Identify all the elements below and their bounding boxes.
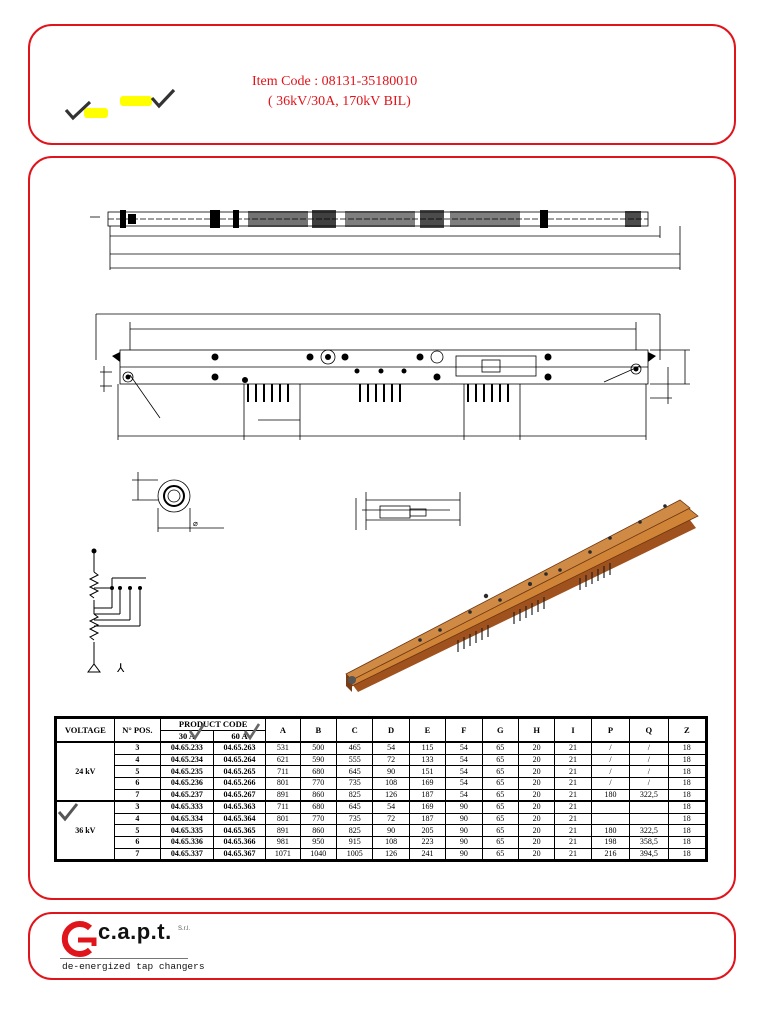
dimension-cell: 770	[300, 777, 336, 789]
header-dim-c: C	[337, 718, 373, 743]
table-row	[56, 848, 707, 861]
product-code-60-cell: 04.65.365	[213, 825, 266, 837]
dimension-cell: 65	[482, 777, 518, 789]
dimension-cell: 180	[591, 789, 629, 801]
product-code-60-cell: 04.65.267	[213, 789, 266, 801]
dimension-cell: 241	[409, 848, 445, 861]
dimension-cell: 65	[482, 813, 518, 825]
dimension-cell: 205	[409, 825, 445, 837]
dimension-cell: 90	[446, 825, 482, 837]
positions-cell: 4	[114, 813, 161, 825]
dimension-cell: 216	[591, 848, 629, 861]
positions-cell: 7	[114, 789, 161, 801]
dimension-cell: 133	[409, 754, 445, 766]
table-row	[56, 836, 707, 848]
dimension-cell: 187	[409, 789, 445, 801]
dimension-cell: 54	[373, 742, 409, 754]
product-code-30-cell: 04.65.236	[161, 777, 214, 789]
dimension-cell: 18	[668, 777, 706, 789]
isometric-view	[346, 500, 698, 692]
dimension-cell: 18	[668, 789, 706, 801]
dimension-cell: 21	[555, 742, 591, 754]
header-dim-z: Z	[668, 718, 706, 743]
dimension-cell: 680	[300, 766, 336, 778]
product-code-30-cell: 04.65.334	[161, 813, 214, 825]
header-dim-a: A	[266, 718, 300, 743]
dimension-cell: 860	[300, 825, 336, 837]
tagline-divider	[60, 958, 188, 959]
product-code-30-cell: 04.65.237	[161, 789, 214, 801]
dimension-cell: 72	[373, 813, 409, 825]
dimension-cell: 735	[337, 777, 373, 789]
table-row	[56, 777, 707, 789]
dimension-cell: 21	[555, 836, 591, 848]
dimension-cell: 645	[337, 801, 373, 813]
dimension-cell: 21	[555, 766, 591, 778]
dimension-cell: 20	[518, 825, 554, 837]
product-code-60-cell: 04.65.364	[213, 813, 266, 825]
dimension-cell: 915	[337, 836, 373, 848]
header-dim-b: B	[300, 718, 336, 743]
dimension-cell: 20	[518, 777, 554, 789]
shaft-detail	[132, 472, 224, 532]
dimension-cell: 1005	[337, 848, 373, 861]
dimension-cell: 20	[518, 848, 554, 861]
svg-text:⌀: ⌀	[193, 519, 198, 528]
header-code-30	[161, 730, 214, 742]
dimension-cell: 770	[300, 813, 336, 825]
dimension-cell: 90	[373, 825, 409, 837]
dimension-cell: 65	[482, 766, 518, 778]
dimension-cell: 18	[668, 836, 706, 848]
dimension-cell: 65	[482, 742, 518, 754]
dimension-cell: 18	[668, 742, 706, 754]
positions-cell: 4	[114, 754, 161, 766]
dimension-cell: 21	[555, 825, 591, 837]
dimension-cell: 65	[482, 789, 518, 801]
dimension-cell: 151	[409, 766, 445, 778]
dimension-cell: /	[591, 766, 629, 778]
dimension-cell: 18	[668, 825, 706, 837]
product-code-60-cell: 04.65.366	[213, 836, 266, 848]
product-code-30-cell: 04.65.333	[161, 801, 214, 813]
voltage-label: 36 kV	[75, 825, 96, 835]
dimension-cell: 90	[446, 836, 482, 848]
dimension-cell: 90	[446, 801, 482, 813]
dimension-cell: 187	[409, 813, 445, 825]
dimension-cell: 198	[591, 836, 629, 848]
dimension-cell: 21	[555, 813, 591, 825]
dimension-cell: 825	[337, 825, 373, 837]
dimension-cell: 711	[266, 801, 300, 813]
dimension-cell: 21	[555, 754, 591, 766]
specification-table	[54, 716, 708, 862]
dimension-cell: 20	[518, 836, 554, 848]
dimension-cell: 20	[518, 754, 554, 766]
voltage-label: 24 kV	[75, 766, 96, 776]
dimension-cell: 54	[446, 754, 482, 766]
dimension-cell: 555	[337, 754, 373, 766]
dimension-cell: 950	[300, 836, 336, 848]
dimension-cell	[591, 813, 629, 825]
dimension-cell: 825	[337, 789, 373, 801]
header-dim-q: Q	[630, 718, 668, 743]
dimension-cell: 891	[266, 825, 300, 837]
dimension-cell: /	[591, 777, 629, 789]
dimension-cell: 65	[482, 848, 518, 861]
dimension-cell: /	[630, 777, 668, 789]
dimension-cell: 20	[518, 766, 554, 778]
positions-cell: 6	[114, 777, 161, 789]
product-code-30-cell: 04.65.337	[161, 848, 214, 861]
dimension-cell: 18	[668, 754, 706, 766]
dimension-cell: 180	[591, 825, 629, 837]
item-code: Item Code : 08131-35180010	[252, 74, 418, 89]
dimension-cell: 65	[482, 825, 518, 837]
dimension-cell: 54	[446, 742, 482, 754]
code-30-label: 30 A	[178, 730, 196, 741]
brand-name: c.a.p.t.	[98, 919, 172, 944]
header-dim-f: F	[446, 718, 482, 743]
dimension-cell: 126	[373, 848, 409, 861]
dimension-cell: 90	[373, 766, 409, 778]
dimension-cell: 891	[266, 789, 300, 801]
product-code-60-cell: 04.65.265	[213, 766, 266, 778]
dimension-cell: 322,5	[630, 789, 668, 801]
dimension-cell: /	[630, 754, 668, 766]
dimension-cell: 20	[518, 801, 554, 813]
dimension-cell: 169	[409, 777, 445, 789]
dimension-cell: 500	[300, 742, 336, 754]
dimension-cell: 322,5	[630, 825, 668, 837]
header-dim-h: H	[518, 718, 554, 743]
dimension-cell: 18	[668, 813, 706, 825]
header-dim-g: G	[482, 718, 518, 743]
dimension-cell: 108	[373, 836, 409, 848]
dimension-cell: 590	[300, 754, 336, 766]
dimension-cell: /	[630, 742, 668, 754]
dimension-cell: 21	[555, 777, 591, 789]
dimension-cell: 21	[555, 801, 591, 813]
dimension-cell: /	[591, 742, 629, 754]
header-dim-p: P	[591, 718, 629, 743]
dimension-cell: 358,5	[630, 836, 668, 848]
table-row	[56, 825, 707, 837]
dimension-cell: 90	[446, 848, 482, 861]
dimension-cell	[630, 813, 668, 825]
product-code-60-cell: 04.65.264	[213, 754, 266, 766]
product-code-60-cell: 04.65.266	[213, 777, 266, 789]
positions-cell: 5	[114, 825, 161, 837]
table-body	[56, 742, 707, 860]
product-code-60-cell: 04.65.367	[213, 848, 266, 861]
header-code-60	[213, 730, 266, 742]
table-row	[56, 766, 707, 778]
side-view	[356, 492, 460, 530]
table-row	[56, 813, 707, 825]
dimension-cell: 169	[409, 801, 445, 813]
dimension-cell: 65	[482, 801, 518, 813]
check-icon	[57, 802, 79, 822]
header-dim-e: E	[409, 718, 445, 743]
dimension-cell: 21	[555, 848, 591, 861]
dimension-cell: 711	[266, 766, 300, 778]
dimension-cell: 531	[266, 742, 300, 754]
dimension-cell: 1040	[300, 848, 336, 861]
dimension-cell: 1071	[266, 848, 300, 861]
dimension-cell: 20	[518, 813, 554, 825]
check-icon	[244, 723, 260, 741]
dimension-cell: 801	[266, 813, 300, 825]
table-row	[56, 789, 707, 801]
dimension-cell: 90	[446, 813, 482, 825]
positions-cell: 3	[114, 801, 161, 813]
dimension-cell: 20	[518, 789, 554, 801]
dimension-cell: 54	[446, 789, 482, 801]
dimension-cell: 108	[373, 777, 409, 789]
dimension-cell: 981	[266, 836, 300, 848]
dimension-cell: 801	[266, 777, 300, 789]
dimension-cell	[591, 801, 629, 813]
positions-cell: 5	[114, 766, 161, 778]
dimension-cell: 394,5	[630, 848, 668, 861]
header-positions: N° POS.	[114, 718, 161, 743]
header-product-code: PRODUCT CODE	[161, 718, 266, 731]
product-code-60-cell: 04.65.363	[213, 801, 266, 813]
check-icon	[189, 723, 205, 741]
header-dim-d: D	[373, 718, 409, 743]
table-row	[56, 754, 707, 766]
positions-cell: 6	[114, 836, 161, 848]
wiring-schematic	[88, 549, 146, 672]
dimension-cell: 54	[373, 801, 409, 813]
table-row	[56, 801, 707, 813]
tagline: de-energized tap changers	[62, 961, 205, 972]
dimension-cell: 21	[555, 789, 591, 801]
product-code-30-cell: 04.65.235	[161, 766, 214, 778]
capt-logo-icon	[60, 920, 100, 958]
dimension-cell: /	[591, 754, 629, 766]
brand-suffix: S.r.l.	[178, 926, 191, 932]
positions-cell: 3	[114, 742, 161, 754]
product-code-30-cell: 04.65.336	[161, 836, 214, 848]
table-row	[56, 742, 707, 754]
product-code-60-cell: 04.65.263	[213, 742, 266, 754]
dimension-cell: 223	[409, 836, 445, 848]
positions-cell: 7	[114, 848, 161, 861]
dimension-cell: 65	[482, 754, 518, 766]
rotation-symbol: ⅄	[117, 661, 125, 675]
dimension-cell: 860	[300, 789, 336, 801]
header-dim-i: I	[555, 718, 591, 743]
dimension-cell: 18	[668, 848, 706, 861]
dimension-cell: 18	[668, 766, 706, 778]
dimension-cell	[630, 801, 668, 813]
voltage-cell	[56, 801, 115, 860]
dimension-cell: /	[630, 766, 668, 778]
product-code-30-cell: 04.65.234	[161, 754, 214, 766]
dimension-cell: 20	[518, 742, 554, 754]
dimension-cell: 645	[337, 766, 373, 778]
dimension-cell: 621	[266, 754, 300, 766]
rating-text: ( 36kV/30A, 170kV BIL)	[268, 94, 411, 109]
dimension-cell: 126	[373, 789, 409, 801]
dimension-cell: 680	[300, 801, 336, 813]
dimension-cell: 54	[446, 766, 482, 778]
dimension-cell: 54	[446, 777, 482, 789]
dimension-cell: 115	[409, 742, 445, 754]
header-voltage: VOLTAGE	[56, 718, 115, 743]
dimension-cell: 465	[337, 742, 373, 754]
dimension-cell: 72	[373, 754, 409, 766]
dimension-cell: 735	[337, 813, 373, 825]
dimension-cell: 18	[668, 801, 706, 813]
code-60-label: 60 A	[231, 730, 248, 741]
product-code-30-cell: 04.65.335	[161, 825, 214, 837]
product-code-30-cell: 04.65.233	[161, 742, 214, 754]
voltage-cell	[56, 742, 115, 801]
dimension-cell: 65	[482, 836, 518, 848]
